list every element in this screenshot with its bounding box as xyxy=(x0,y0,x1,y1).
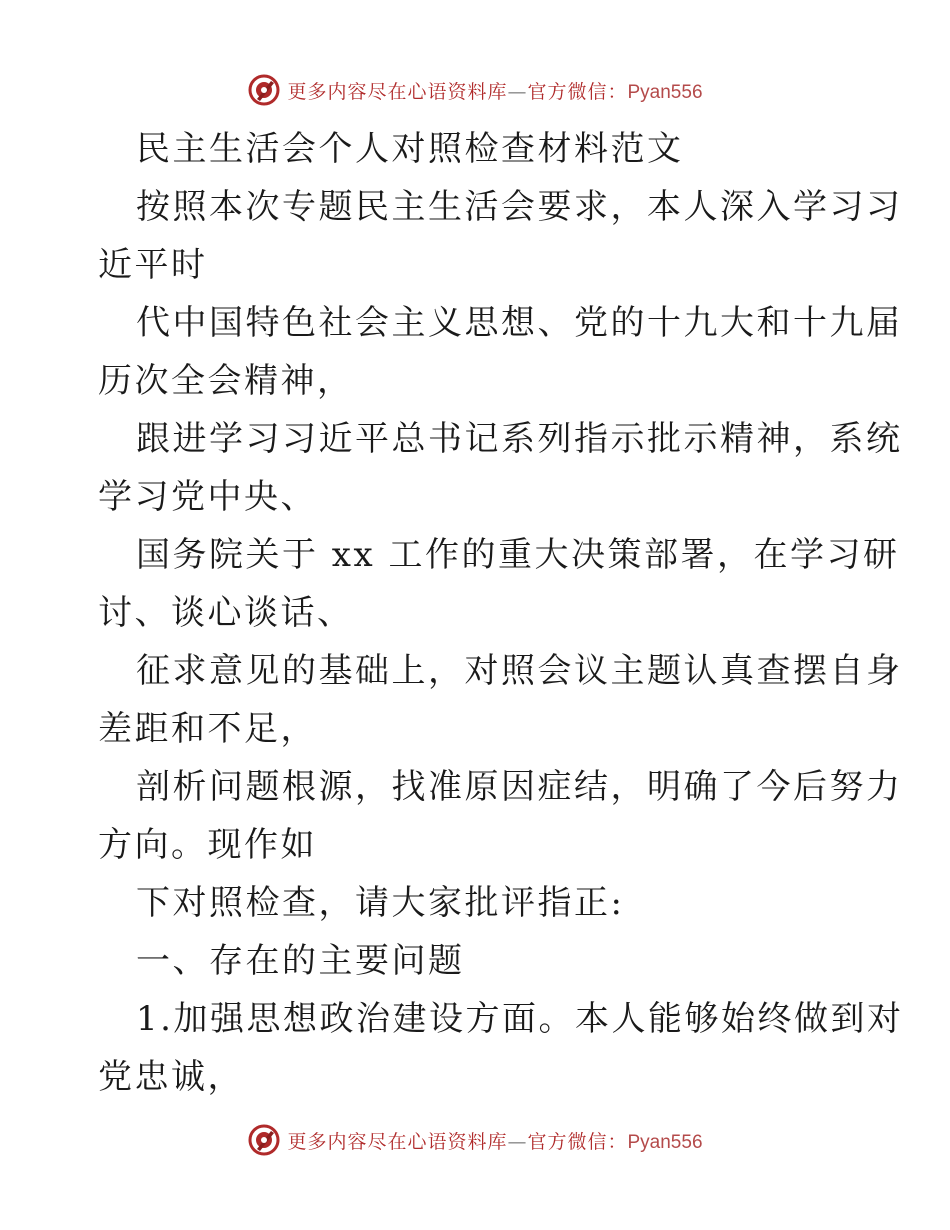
document-line: 征求意见的基础上，对照会议主题认真查摆自身 xyxy=(136,651,903,691)
document-line: 党忠诚， xyxy=(98,1057,244,1097)
document-line: 讨、谈心谈话、 xyxy=(98,593,354,633)
document-line: 差距和不足， xyxy=(98,709,317,749)
document-line: 按照本次专题民主生活会要求，本人深入学习习 xyxy=(136,187,903,227)
banner-text xyxy=(287,77,702,104)
banner-handle-text: Pyan556 xyxy=(627,81,703,103)
document-line: 下对照检查，请大家批评指正: xyxy=(136,883,625,923)
section-heading: 一、存在的主要问题 xyxy=(136,941,465,981)
banner-label-text: 官方微信： xyxy=(527,1130,628,1153)
banner-text xyxy=(287,1127,702,1154)
document-title: 民主生活会个人对照检查材料范文 xyxy=(136,129,684,169)
banner-dash: — xyxy=(507,1130,528,1153)
document-line: 剖析问题根源，找准原因症结，明确了今后努力 xyxy=(136,767,903,807)
banner-handle-text: Pyan556 xyxy=(627,1131,703,1153)
banner-main-text: 更多内容尽在心语资料库 xyxy=(287,80,508,103)
document-line: 学习党中央、 xyxy=(98,477,317,517)
document-line: 历次全会精神， xyxy=(98,361,354,401)
document-body xyxy=(98,120,904,1106)
document-line: 近平时 xyxy=(98,245,208,285)
footer-banner xyxy=(0,1120,950,1160)
pen-circle-icon xyxy=(247,73,281,107)
banner-main-text: 更多内容尽在心语资料库 xyxy=(287,1130,508,1153)
banner-dash: — xyxy=(507,80,528,103)
document-line: 国务院关于 xx 工作的重大决策部署，在学习研 xyxy=(136,535,900,575)
header-banner xyxy=(0,70,950,110)
footer-banner-inner xyxy=(247,1123,702,1157)
document-line: 方向。现作如 xyxy=(98,825,317,865)
document-line: 跟进学习习近平总书记系列指示批示精神，系统 xyxy=(136,419,903,459)
document-line: 代中国特色社会主义思想、党的十九大和十九届 xyxy=(136,303,903,343)
header-banner-inner xyxy=(247,73,702,107)
pen-circle-icon xyxy=(247,1123,281,1157)
document-line: 1.加强思想政治建设方面。本人能够始终做到对 xyxy=(136,999,904,1039)
banner-label-text: 官方微信： xyxy=(527,80,628,103)
